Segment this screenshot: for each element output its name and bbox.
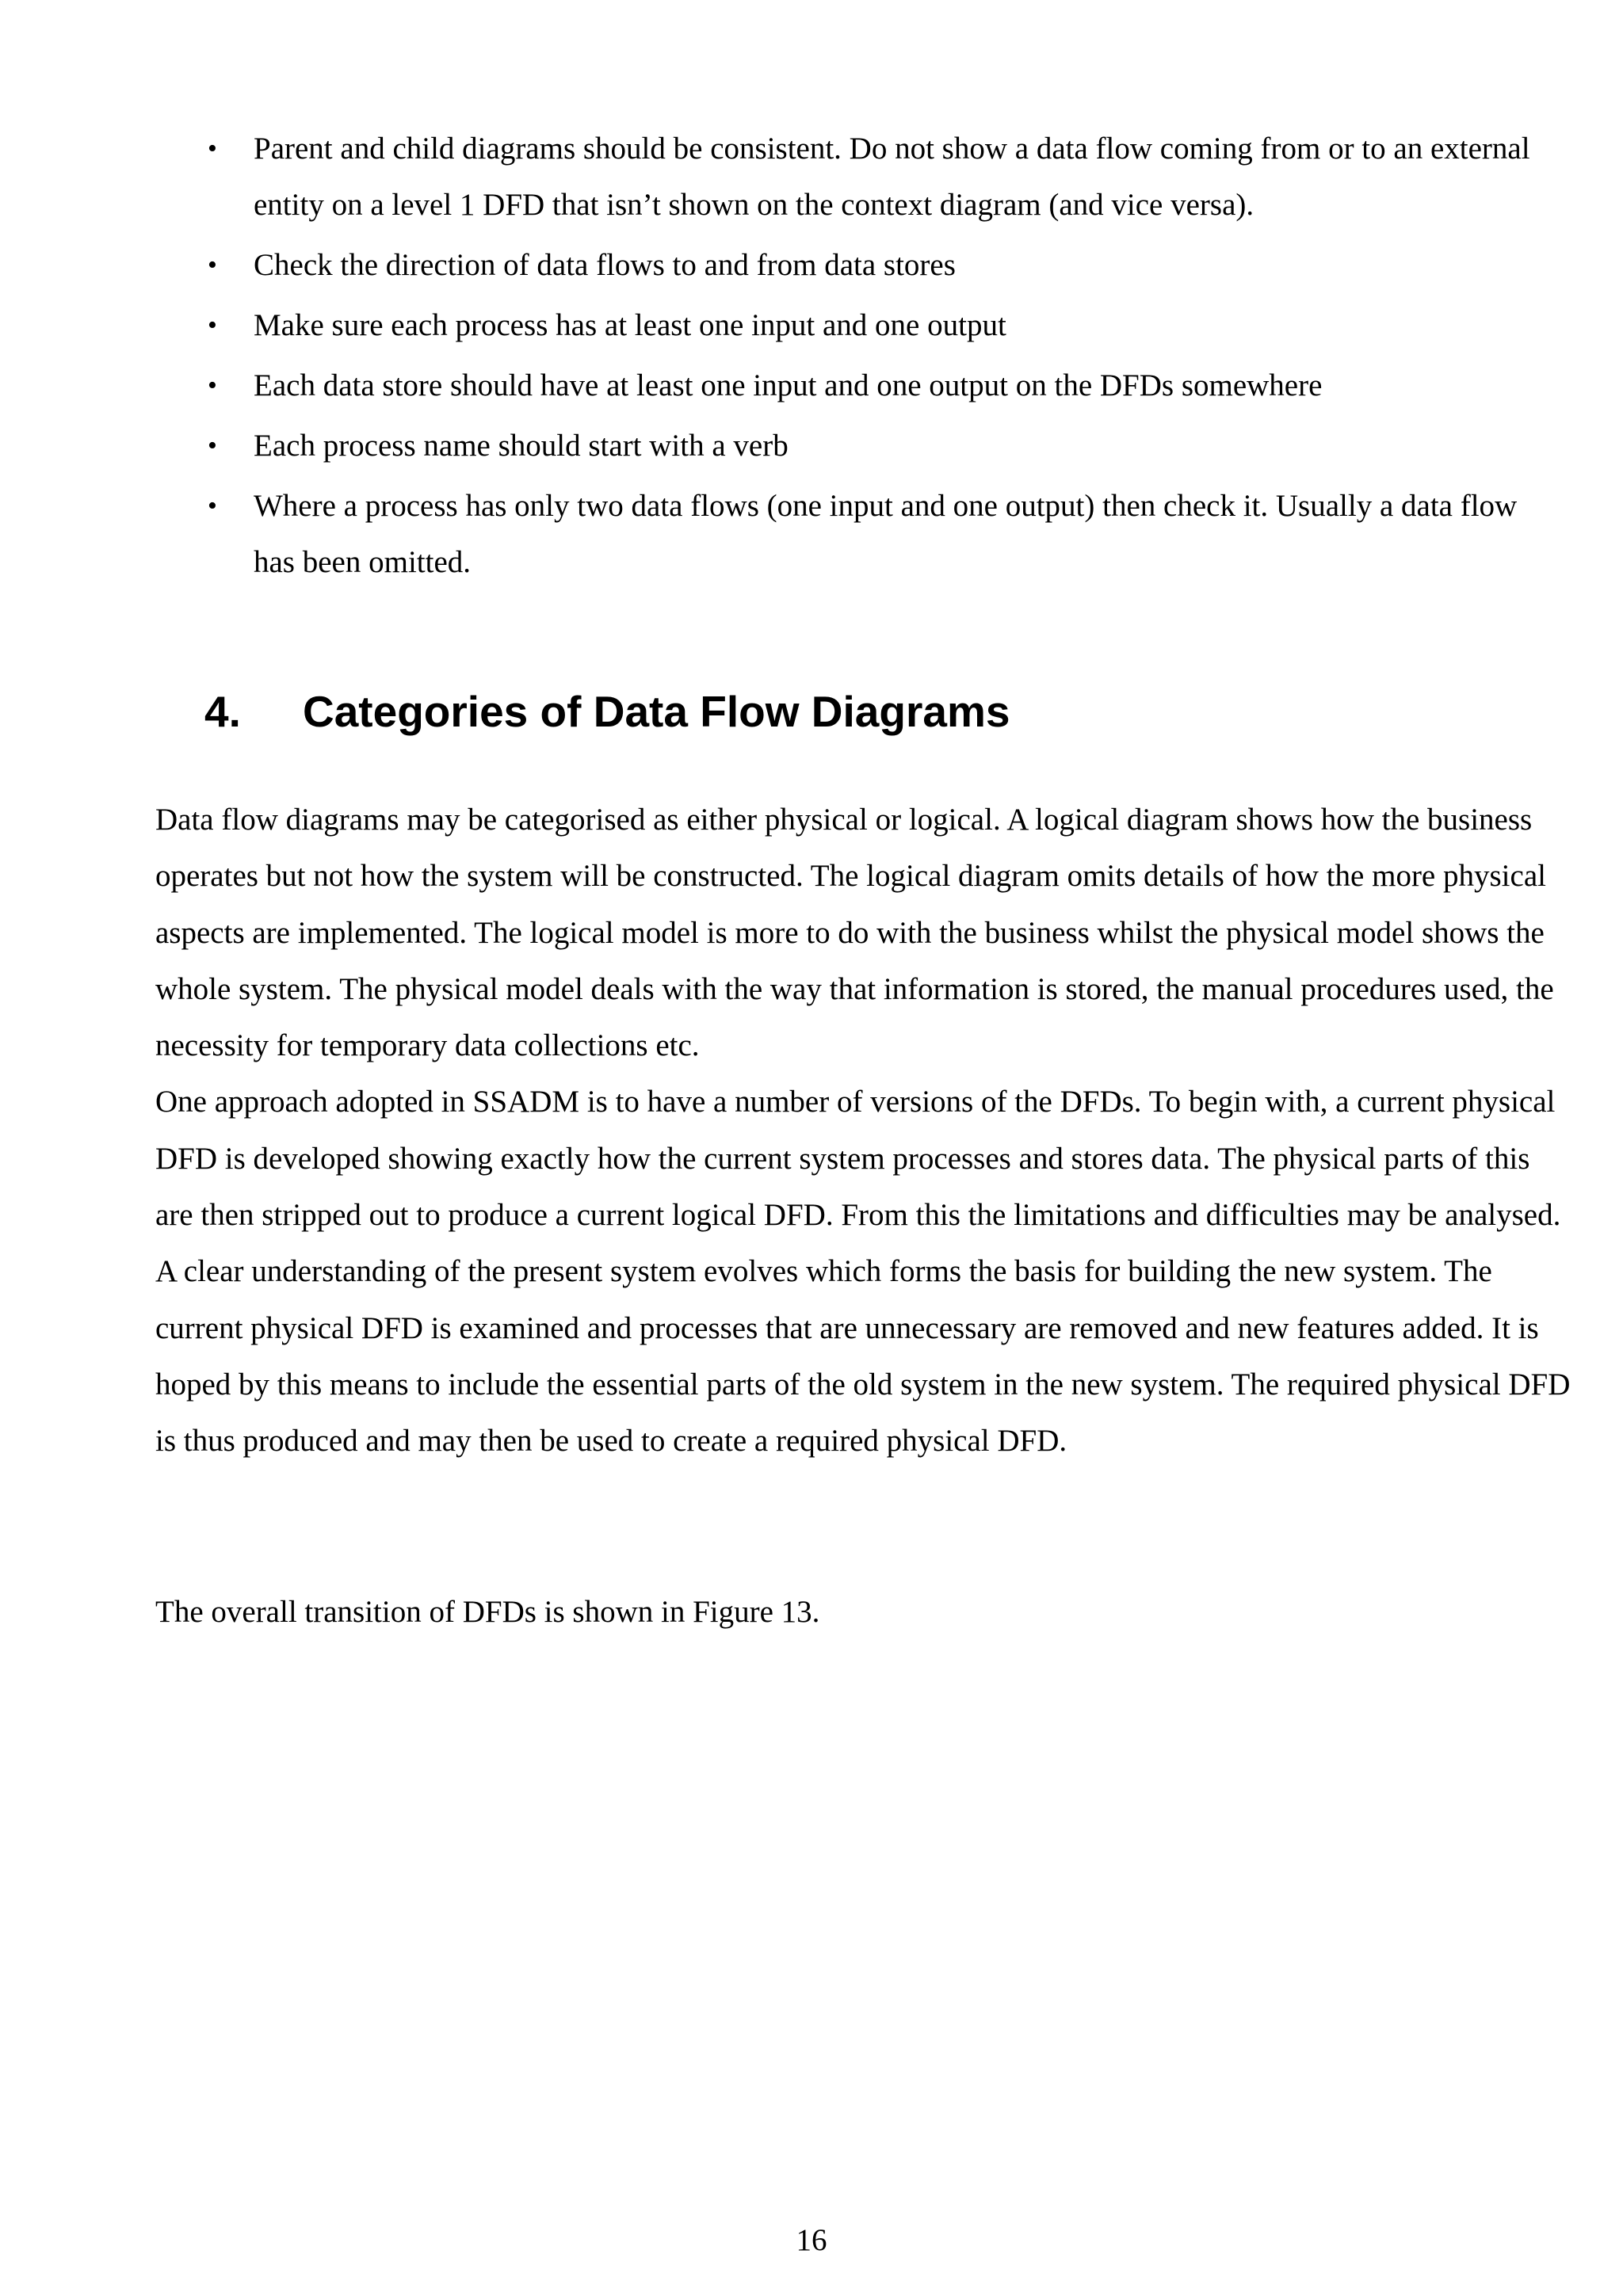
bullet-icon: • [208, 311, 217, 340]
bullet-item [204, 120, 1552, 233]
bullet-item [204, 237, 1552, 293]
bullet-icon: • [208, 134, 217, 163]
bullet-icon: • [208, 371, 217, 400]
bullet-text: Each data store should have at least one input and one output on the DFDs somewhere [254, 368, 1323, 402]
bullet-item [204, 478, 1552, 590]
bullet-text: Where a process has only two data flows (one input and one output) then check it. Usually a data flow has been omitted. [254, 489, 1518, 579]
checklist-bullets [204, 120, 1552, 594]
bullet-icon: • [208, 250, 217, 280]
bullet-item [204, 418, 1552, 474]
bullet-text: Parent and child diagrams should be consistent. Do not show a data flow coming from or to an external entity on a level 1 DFD that isn’t shown on the context diagram (and vice versa). [254, 132, 1530, 222]
bullet-text: Each process name should start with a verb [254, 429, 789, 463]
bullet-icon: • [208, 491, 217, 521]
body-paragraph-figure-reference: The overall transition of DFDs is shown in Figure 13. [155, 1595, 820, 1629]
bullet-text: Check the direction of data flows to and from data stores [254, 248, 956, 282]
bullet-text: Make sure each process has at least one input and one output [254, 308, 1006, 342]
bullet-icon: • [208, 431, 217, 460]
section-number: 4. [204, 687, 241, 736]
bullet-item [204, 357, 1552, 414]
page-number: 16 [796, 2223, 827, 2257]
section-heading [204, 680, 1010, 743]
body-paragraph-categories: Data flow diagrams may be categorised as either physical or logical. A logical diagram shows how the business operates but not how the system will be constructed. The logical diagram omits details of how the more physical aspects are implemented. The logical model is more to do with the business whilst the physical model shows the whole system. The physical model deals with the way that information is stored, the manual procedures used, the necessity for temporary data collections etc. One approach adopted in SSADM is to have a number of versions of the DFDs. To begin with, a current physical DFD is developed showing exactly how the current system processes and stores data. The physical parts of this are then stripped out to produce a current logical DFD. From this the limitations and difficulties may be analysed. A clear understanding of the present system evolves which forms the basis for building the new system. The current physical DFD is examined and processes that are unnecessary are removed and new features added. It is hoped by this means to include the essential parts of the old system in the new system. The required physical DFD is thus produced and may then be used to create a required physical DFD. [155, 803, 1571, 1459]
bullet-item [204, 297, 1552, 353]
section-title: Categories of Data Flow Diagrams [303, 687, 1010, 736]
